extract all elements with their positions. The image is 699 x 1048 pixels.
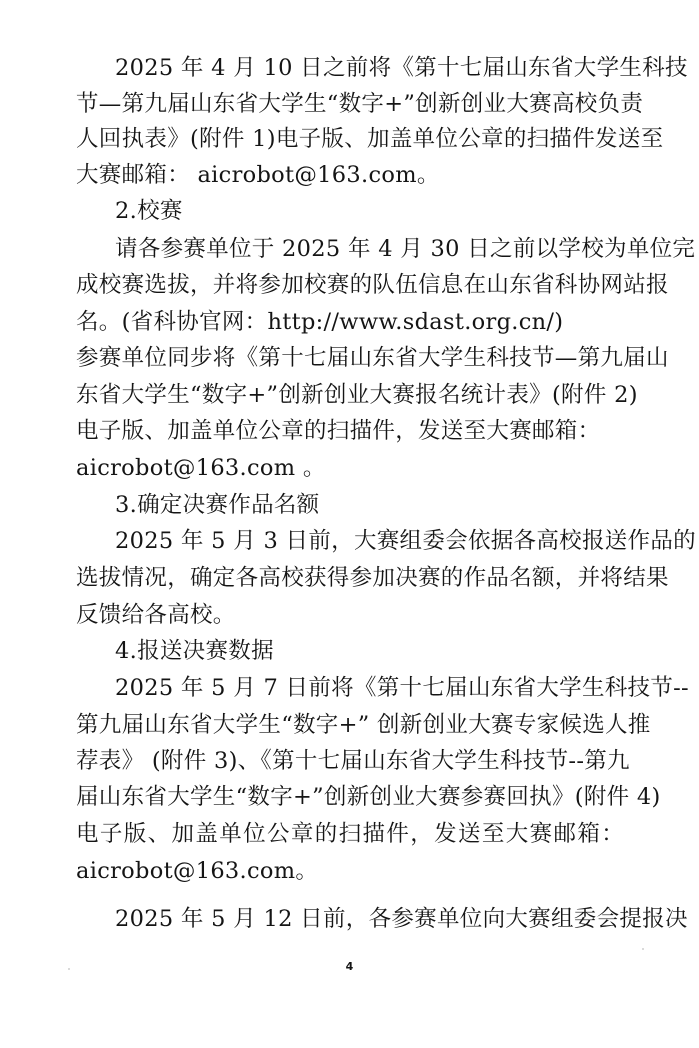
text-line-18: 2025 年 5 月 7 日前将《第十七届山东省大学生科技节-- — [115, 675, 689, 701]
text-line-16: 反馈给各高校。 — [76, 602, 236, 628]
text-line-15: 选拔情况，确定各高校获得参加决赛的作品名额，并将结果 — [76, 565, 669, 591]
text-line-10: 东省大学生“数字+”创新创业大赛报名统计表》(附件 2) — [76, 382, 638, 408]
scan-speck — [68, 968, 70, 970]
text-line-19: 第九届山东省大学生“数字+” 创新创业大赛专家候选人推 — [76, 712, 651, 738]
text-line-3: 人回执表》(附件 1)电子版、加盖单位公章的扫描件发送至 — [76, 126, 664, 152]
text-line-6: 请各参赛单位于 2025 年 4 月 30 日之前以学校为单位完 — [115, 236, 696, 262]
text-line-4: 大赛邮箱： aicrobot@163.com。 — [76, 162, 440, 188]
text-line-22: 电子版、加盖单位公章的扫描件，发送至大赛邮箱： — [76, 821, 624, 847]
text-line-2: 节—第九届山东省大学生“数字+”创新创业大赛高校负责 — [76, 91, 644, 117]
text-line-21: 届山东省大学生“数字+”创新创业大赛参赛回执》(附件 4) — [76, 784, 661, 810]
section-heading-3: 3.确定决赛作品名额 — [115, 492, 320, 518]
text-line-20: 荐表》 (附件 3)、《第十七届山东省大学生科技节--第九 — [76, 748, 630, 774]
text-line-11: 电子版、加盖单位公章的扫描件，发送至大赛邮箱： — [76, 418, 601, 444]
text-line-1: 2025 年 4 月 10 日之前将《第十七届山东省大学生科技 — [115, 55, 688, 81]
text-line-9: 参赛单位同步将《第十七届山东省大学生科技节—第九届山 — [76, 345, 669, 371]
page-number: 4 — [345, 960, 354, 973]
section-heading-4: 4.报送决赛数据 — [115, 638, 274, 664]
text-line-12: aicrobot@163.com 。 — [76, 455, 326, 481]
text-line-8: 名。(省科协官网：http://www.sdast.org.cn/) — [76, 309, 564, 335]
scan-speck — [642, 948, 644, 950]
text-line-24: 2025 年 5 月 12 日前，各参赛单位向大赛组委会提报决 — [115, 906, 688, 932]
text-line-7: 成校赛选拔，并将参加校赛的队伍信息在山东省科协网站报 — [76, 272, 669, 298]
text-line-23: aicrobot@163.com。 — [76, 858, 319, 884]
text-line-14: 2025 年 5 月 3 日前，大赛组委会依据各高校报送作品的 — [115, 528, 696, 554]
section-heading-2: 2.校赛 — [115, 198, 183, 224]
